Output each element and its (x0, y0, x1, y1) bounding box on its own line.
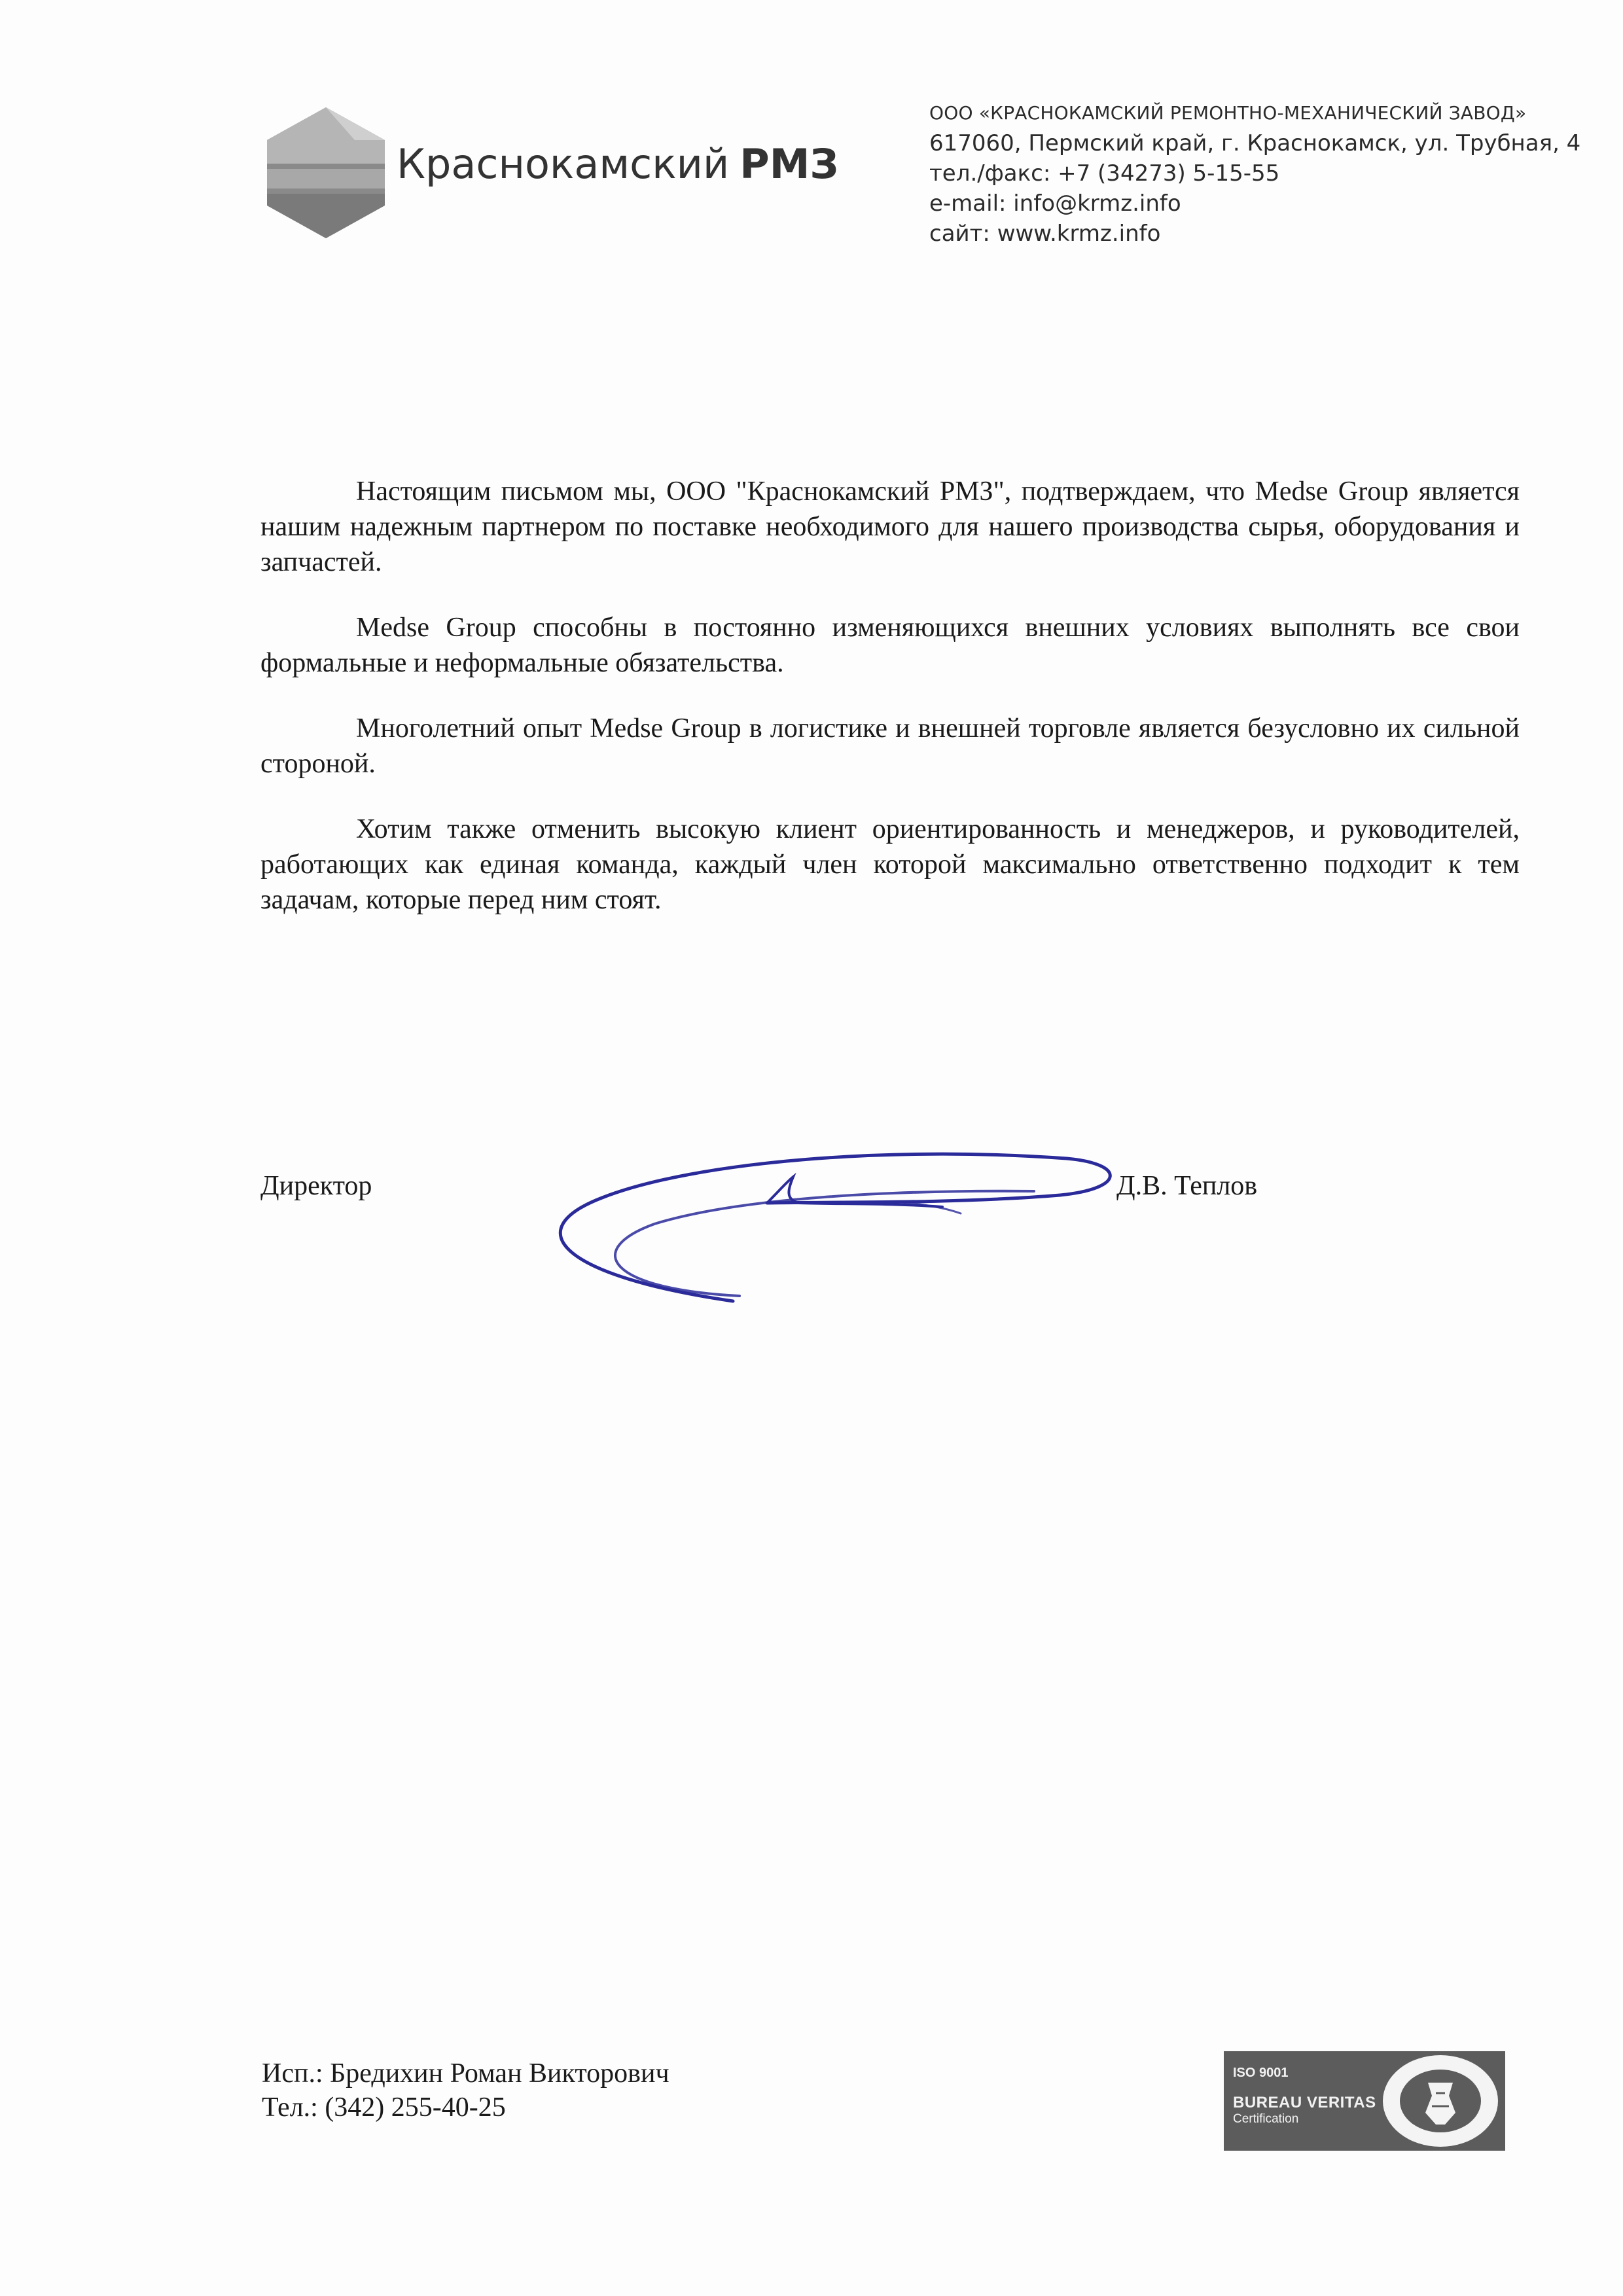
paragraph-2: Medse Group способны в постоянно изменяющихся внешних условиях выполнять все свои формальные и неформальные обязательства. (260, 613, 1520, 678)
company-name: ООО «КРАСНОКАМСКИЙ РЕМОНТНО-МЕХАНИЧЕСКИЙ ЗАВОД» (929, 102, 1527, 124)
certification-text (1233, 2066, 1376, 2126)
paragraph-3: Многолетний опыт Medse Group в логистике и внешней торговле является безусловно их сильной стороной. (260, 713, 1520, 779)
letter-body (260, 474, 1520, 948)
footer-phone: Тел.: (342) 255-40-25 (262, 2092, 506, 2123)
paragraph-1: Настоящим письмом мы, ООО "Краснокамский РМЗ", подтверждаем, что Medse Group является нашим надежным партнером по поставке необходимого для нашего производства сырья, оборудования и запчастей. (260, 476, 1520, 577)
certification-iso: ISO 9001 (1233, 2066, 1289, 2080)
company-website[interactable]: сайт: www.krmz.info (929, 221, 1161, 247)
signature-title: Директор (260, 1171, 372, 1201)
handwritten-signature (524, 1126, 1126, 1322)
company-email[interactable]: e-mail: info@krmz.info (929, 190, 1181, 217)
footer-contact (262, 2056, 669, 2125)
paragraph-4: Хотим также отменить высокую клиент ориентированность и менеджеров, и руководителей, работающих как единая команда, каждый член которой максимально ответственно подходит к тем задачам, которые перед ним стоят. (260, 814, 1520, 915)
company-info (929, 98, 1580, 249)
company-phone: тел./факс: +7 (34273) 5-15-55 (929, 160, 1280, 187)
logo-hexagon-icon (257, 103, 395, 242)
logo-wordmark (397, 140, 838, 188)
signature-name: Д.В. Теплов (1116, 1171, 1258, 1201)
bureau-veritas-seal-icon (1381, 2054, 1500, 2148)
footer-executor: Исп.: Бредихин Роман Викторович (262, 2058, 669, 2089)
certification-badge (1224, 2051, 1505, 2151)
company-address: 617060, Пермский край, г. Краснокамск, ул. Трубная, 4 (929, 130, 1581, 156)
certification-label: Certification (1233, 2112, 1299, 2126)
certification-org: BUREAU VERITAS (1233, 2094, 1376, 2111)
logo-name-regular: Краснокамский (397, 140, 730, 188)
logo-name-bold: РМЗ (740, 140, 839, 188)
